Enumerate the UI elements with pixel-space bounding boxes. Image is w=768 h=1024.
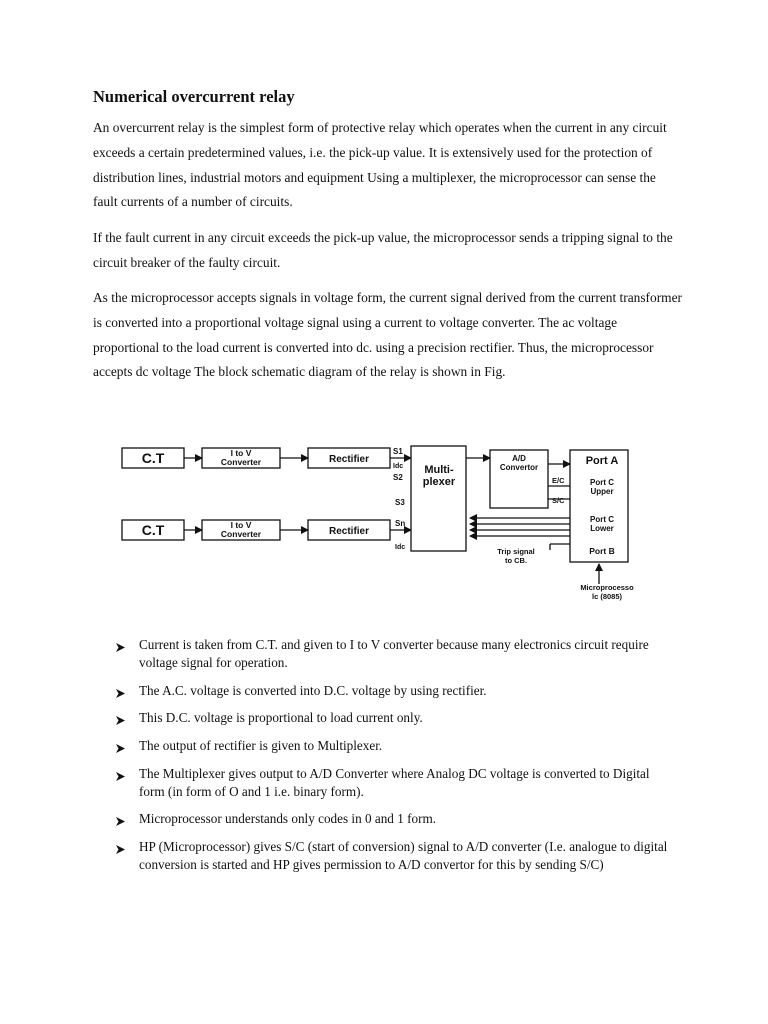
arrow-bullet-icon <box>115 640 126 658</box>
arrow-bullet-icon <box>115 686 126 704</box>
ad-label-2: Convertor <box>499 463 539 472</box>
list-item <box>115 838 675 874</box>
multiplexer-label-1: Multi- <box>424 464 454 476</box>
microprocessor-label-1: Microprocesso <box>580 583 634 592</box>
ad-label-1: A/D <box>512 454 526 463</box>
signal-idc-1: Idc <box>393 463 404 470</box>
itov-label-1a: I to V <box>230 448 252 458</box>
list-item <box>115 682 675 700</box>
signal-s2: S2 <box>393 473 403 482</box>
eoc-label: E/C <box>552 476 565 485</box>
bullet-text: The A.C. voltage is converted into D.C. voltage by using rectifier. <box>139 682 487 698</box>
microprocessor-label-2: lc (8085) <box>591 592 623 601</box>
arrow-bullet-icon <box>115 842 126 860</box>
page-title: Numerical overcurrent relay <box>93 87 295 106</box>
bullet-text: The output of rectifier is given to Multiplexer. <box>139 737 383 753</box>
signal-s1: S1 <box>393 447 403 456</box>
rectifier-label-1: Rectifier <box>328 454 370 465</box>
port-c-lower-label-2: Lower <box>590 524 614 533</box>
ct-label-1: C.T <box>141 450 165 466</box>
itov-label-2b: Converter <box>220 529 262 539</box>
rectifier-label-2: Rectifier <box>328 526 370 537</box>
paragraph-voltage: As the microprocessor accepts signals in voltage form, the current signal derived from the current transformer is converted into a proportional voltage signal using a current to voltage converter. The ac voltage proportional to the load current is converted into dc. using a precision rectifier. Thus, the microprocessor accepts dc voltage The block schematic diagram of the relay is shown in Fig. <box>93 290 682 380</box>
block-diagram <box>118 436 658 606</box>
signal-idc-2: Idc <box>395 544 406 551</box>
bullet-text: HP (Microprocessor) gives S/C (start of conversion) signal to A/D converter (I.e. analogue to digital conversion is started and HP gives permission to A/D convertor for this by sending S/C) <box>139 838 668 873</box>
port-a-label: Port A <box>585 455 619 467</box>
multiplexer-box <box>411 446 466 551</box>
soc-label: S/C <box>552 496 565 505</box>
list-item <box>115 636 675 672</box>
ct-label-2: C.T <box>141 522 165 538</box>
multiplexer-label-2: plexer <box>422 476 456 488</box>
port-b-label: Port B <box>589 546 615 556</box>
list-item <box>115 810 675 828</box>
signal-s3: S3 <box>395 498 405 507</box>
list-item <box>115 737 675 755</box>
bullet-text: Current is taken from C.T. and given to I to V converter because many electronics circuit require voltage signal for operation. <box>139 637 649 671</box>
bullet-text: Microprocessor understands only codes in 0 and 1 form. <box>139 811 437 827</box>
paragraph-fault: If the fault current in any circuit exceeds the pick-up value, the microprocessor sends a tripping signal to the circuit breaker of the faulty circuit. <box>93 230 673 270</box>
arrow-bullet-icon <box>115 769 126 787</box>
list-item <box>115 765 675 801</box>
paragraph-intro: An overcurrent relay is the simplest form of protective relay which operates when the current in any circuit exceeds a certain predetermined values, i.e. the pick-up value. It is extensively used for the protection of distribution lines, industrial motors and equipment Using a multiplexer, the microprocessor can sense the fault currents of a number of circuits. <box>93 120 667 210</box>
itov-label-2a: I to V <box>230 520 252 530</box>
bullet-list <box>115 636 675 884</box>
bullet-text: This D.C. voltage is proportional to load current only. <box>139 710 423 726</box>
port-c-upper-label-1: Port C <box>590 478 614 487</box>
signal-sn: Sn <box>395 519 406 528</box>
port-c-upper-label-2: Upper <box>590 487 614 496</box>
arrow-bullet-icon <box>115 814 126 832</box>
port-c-lower-label-1: Port C <box>590 515 614 524</box>
itov-label-1b: Converter <box>220 457 262 467</box>
trip-signal-label-2: to CB. <box>504 556 528 565</box>
bullet-text: The Multiplexer gives output to A/D Converter where Analog DC voltage is converted to Digital form (in form of O and 1 i.e. binary form). <box>139 765 650 799</box>
list-item <box>115 709 675 727</box>
arrow-bullet-icon <box>115 741 126 759</box>
trip-signal-label-1: Trip signal <box>497 547 535 556</box>
arrow-bullet-icon <box>115 713 126 731</box>
